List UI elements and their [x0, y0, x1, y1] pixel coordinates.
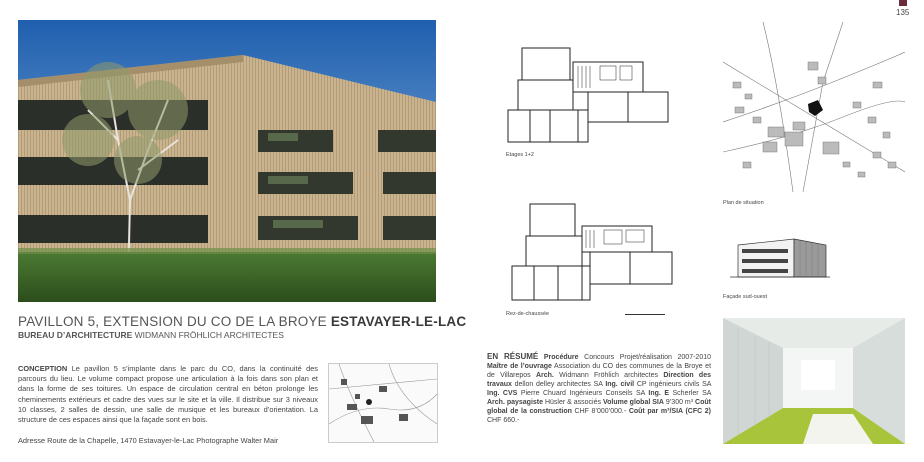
conception-heading: CONCEPTION — [18, 364, 68, 373]
site-plan — [723, 22, 905, 192]
floor-plan-upper — [500, 40, 675, 145]
resume-item: Procédure Concours Projet/réalisation 2007-2010 — [543, 354, 711, 361]
resume-item: Ing. E Scherler SA — [648, 390, 712, 397]
page-accent-bar — [899, 0, 907, 6]
subtitle-label: BUREAU D’ARCHITECTURE — [18, 330, 133, 340]
resume-item: Coût par m³/SIA (CFC 2) CHF 660.- — [487, 408, 712, 424]
caption-plan-situation: Plan de situation — [723, 200, 764, 206]
facade-elevation — [730, 235, 830, 283]
resume-item: Ing. CVS Pierre Chuard Ingénieurs Conseils SA — [487, 390, 645, 397]
resume-block — [487, 352, 711, 425]
architect-subtitle — [18, 330, 284, 340]
caption-facade: Façade sud-ouest — [723, 294, 768, 300]
building-photo — [18, 20, 436, 302]
resume-item: Ing. civil CP ingénieurs civils SA — [605, 381, 712, 388]
subtitle-architects: WIDMANN FRÖHLICH ARCHITECTES — [134, 330, 284, 340]
resume-item: Coût global de la construction CHF 8’000’000.- — [487, 399, 711, 415]
scale-bar — [625, 310, 665, 315]
address-line: Adresse Route de la Chapelle, 1470 Estavayer-le-Lac Photographe Walter Mair — [18, 436, 279, 445]
resume-item: Direction des travaux dellon delley architectes SA — [487, 372, 711, 388]
interior-photo — [723, 318, 905, 444]
project-title-place: ESTAVAYER-LE-LAC — [330, 314, 467, 329]
caption-rez: Rez-de-chaussée — [506, 311, 550, 317]
conception-paragraph — [18, 364, 318, 425]
project-title-main: PAVILLON 5, EXTENSION DU CO DE LA BROYE — [18, 314, 327, 329]
floor-plan-ground — [500, 200, 680, 305]
resume-item: Arch. paysagiste Hüsler & associés — [487, 399, 602, 406]
location-map — [328, 363, 438, 443]
resume-item: Arch. Widmann Fröhlich architectes — [535, 372, 659, 379]
project-title — [18, 314, 466, 329]
caption-etages: Etages 1+2 — [506, 152, 534, 158]
resume-item: Maître de l’ouvrage Association du CO des communes de la Broye et de Villarepos — [487, 363, 712, 379]
resume-heading: EN RÉSUMÉ — [487, 352, 539, 361]
page-number: 135 — [896, 8, 910, 17]
resume-item: Volume global SIA 9’300 m³ — [602, 399, 694, 406]
conception-text: Le pavillon 5 s’implante dans le parc du CO, dans la continuité des parcours du lieu. Le volume compact propose une articulation à la fois dans son plan et dans la forme de ses toitures. Un espace de circulation central en béton prolonge les cheminements extérieurs et cadre des vues sur le site et la ville. Il distribue sur 3 niveaux 10 classes, 2 salles de dessin, une salle de musique et les bureaux d’orientation. La structure de ces espaces ainsi que la façade sont en bois. — [18, 364, 318, 425]
